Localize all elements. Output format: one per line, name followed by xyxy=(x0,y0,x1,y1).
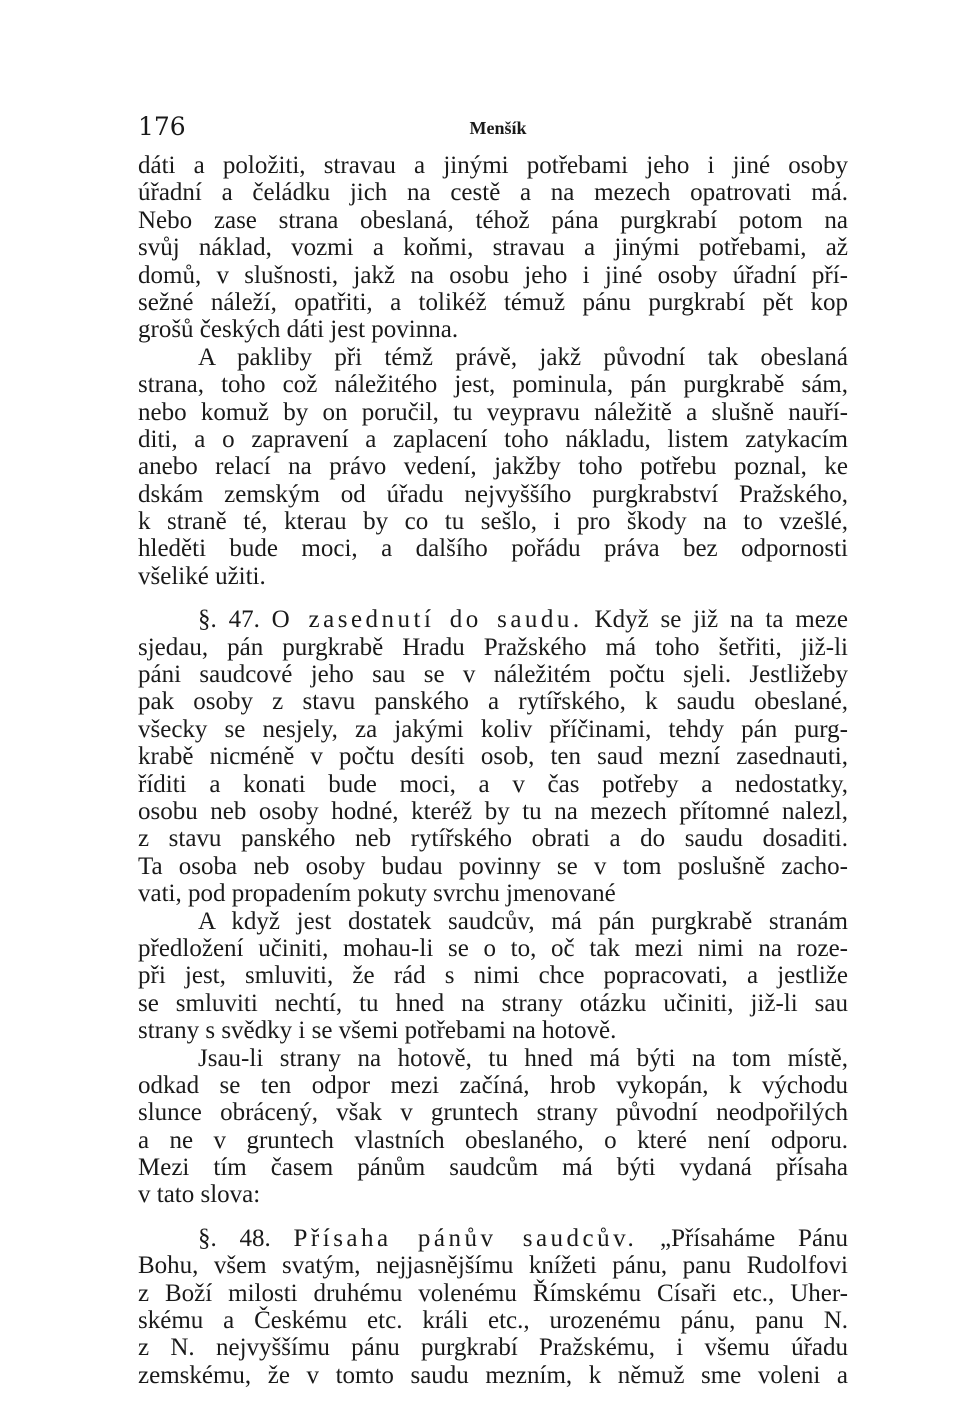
text-line: krabě nicméně v počtu desíti osob, ten saud mezní zasednauti, xyxy=(138,743,848,771)
text-line: Ta osoba neb osoby budau povinny se v tom poslušně zacho- xyxy=(138,852,848,880)
paragraph xyxy=(138,908,848,1045)
text-line: A pakliby při témž právě, jakž původní tak obeslaná xyxy=(198,343,848,371)
text-line: z stavu panského neb rytířského obrati a do saudu dosaditi. xyxy=(138,825,848,853)
paragraph xyxy=(138,1045,848,1209)
section-heading-line xyxy=(138,1225,848,1252)
text-line: sežné náleží, opatřiti, a tolikéž témuž pánu purgkrabí pět kop xyxy=(138,288,848,316)
text-line: Když se již na ta meze xyxy=(594,606,848,634)
text-line: hleděti bude moci, a dalšího pořádu práva bez odpornosti xyxy=(138,535,848,563)
text-line: skému a Českému etc. králi etc., urozenému pánu, panu N. xyxy=(138,1307,848,1335)
text-line: strany s svědky i se všemi potřebami na hotově. xyxy=(138,1017,617,1045)
text-line: Mezi tím časem pánům saudcům má býti vydaná přísaha xyxy=(138,1154,848,1182)
text-line: z N. nejvyššímu pánu purgkrabí Pražskému, i všemu úřadu xyxy=(138,1334,848,1362)
text-line: svůj náklad, vozmi a koňmi, stravau a jinými potřebami, až xyxy=(138,234,848,262)
text-line: Nebo zase strana obeslaná, téhož pána purgkrabí potom na xyxy=(138,206,848,234)
book-page xyxy=(138,112,848,1389)
text-line: osobu neb osoby hodné, kteréž by tu na mezech přítomné nalezl, xyxy=(138,797,848,825)
text-line: zemskému, že v tomto saudu mezním, k němuž sme voleni a xyxy=(138,1361,848,1389)
running-header xyxy=(138,112,848,152)
text-line: z Boží milosti druhému volenému Římskému Císaři etc., Uher- xyxy=(138,1279,848,1307)
text-line: Jsau-li strany na hotově, tu hned má býti na tom místě, xyxy=(198,1044,848,1072)
section-number: §. 47. xyxy=(198,606,260,634)
text-line: se smluviti nechtí, tu hned na strany otázku učiniti, již-li sau xyxy=(138,989,848,1017)
paragraph xyxy=(138,344,848,591)
text-line: všecky se nesjely, za jakými koliv příčinami, tehdy pán purg- xyxy=(138,715,848,743)
text-line: úřadní a čeládku jich na cestě a na mezech opatrovati má. xyxy=(138,179,848,207)
text-line: předložení učiniti, mohau-li se o to, oč tak mezi nimi na roze- xyxy=(138,934,848,962)
text-line: říditi a konati bude moci, a v čas potřeby a nedostatky, xyxy=(138,770,848,798)
text-line: k straně té, kterau by co tu sešlo, i pro škody na to vzešlé, xyxy=(138,508,848,536)
text-line: v tato slova: xyxy=(138,1181,261,1209)
section-title: Přísaha pánův saudcův. xyxy=(293,1224,638,1252)
text-line: všeliké užiti. xyxy=(138,562,266,590)
section-title: O zasednutí do saudu. xyxy=(271,606,583,634)
text-line: strana, toho což náležitého jest, pominula, pán purgkrabě sám, xyxy=(138,371,848,399)
text-line: domů, v slušnosti, jakž na osobu jeho i jiné osoby úřadní pří- xyxy=(138,261,848,289)
text-line: pak osoby z stavu panského a rytířského, k saudu obeslané, xyxy=(138,688,848,716)
page-number: 176 xyxy=(138,112,186,141)
running-title: Menšík xyxy=(469,118,527,138)
text-line: grošů českých dáti jest povinna. xyxy=(138,316,459,344)
text-line: odkad se ten odpor mezi začíná, hrob vykopán, k východu xyxy=(138,1071,848,1099)
text-line: při jest, smluviti, že rád s nimi chce popracovati, a jestliže xyxy=(138,962,848,990)
text-line: A když jest dostatek saudcův, má pán purgkrabě stranám xyxy=(198,907,848,935)
text-line: „Přísaháme Pánu xyxy=(660,1224,849,1252)
text-line: diti, a o zapravení a zaplacení toho nákladu, listem zatykacím xyxy=(138,425,848,453)
section-48 xyxy=(138,1225,848,1389)
text-line: páni saudcové jeho sau se v náležitém počtu sjeli. Jestližeby xyxy=(138,661,848,689)
text-line: slunce obrácený, však v gruntech strany původní neodpořilých xyxy=(138,1099,848,1127)
paragraph xyxy=(138,152,848,344)
text-line: a ne v gruntech vlastních obeslaného, o které není odporu. xyxy=(138,1126,848,1154)
text-line: nebo komuž by on poručil, tu veypravu náležitě a slušně nauří- xyxy=(138,398,848,426)
text-line: dáti a položiti, stravau a jinými potřebami jeho i jiné osoby xyxy=(138,152,848,179)
text-line: Bohu, všem svatým, nejjasnějšímu knížeti pánu, panu Rudolfovi xyxy=(138,1252,848,1280)
text-line: dskám zemským od úřadu nejvyššího purgkrabství Pražského, xyxy=(138,480,848,508)
section-47 xyxy=(138,606,848,907)
section-number: §. 48. xyxy=(198,1224,271,1252)
text-line: sjedau, pán purgkrabě Hradu Pražského má toho šetřiti, již-li xyxy=(138,633,848,661)
section-heading-line xyxy=(138,606,848,633)
text-line: anebo relací na právo vedení, jakžby toho potřebu poznal, ke xyxy=(138,453,848,481)
text-line: vati, pod propadením pokuty svrchu jmenované xyxy=(138,880,616,908)
text-body xyxy=(138,152,848,1389)
